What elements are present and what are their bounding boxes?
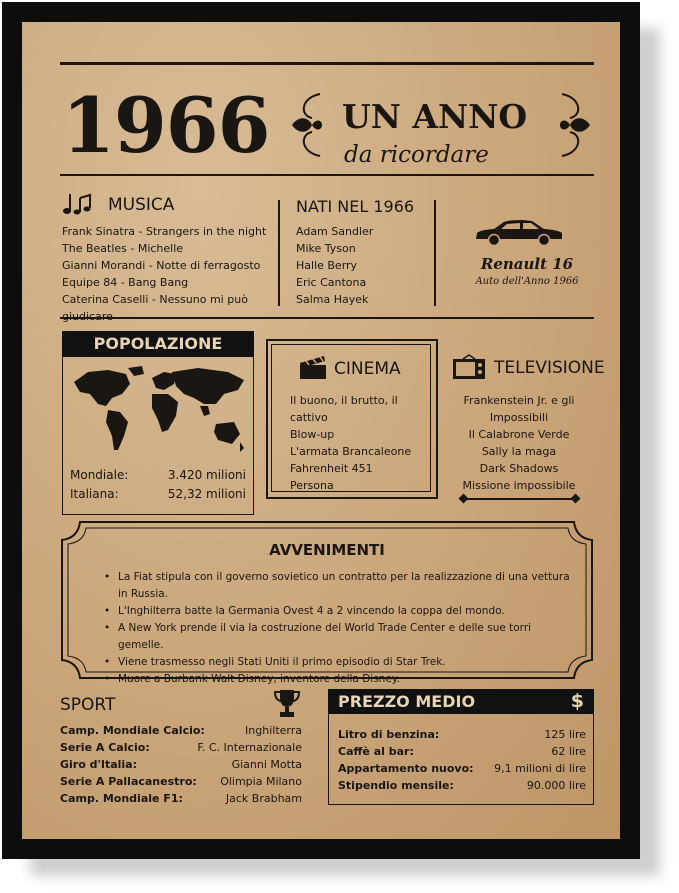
row-label: Appartamento nuovo:: [338, 762, 474, 775]
row-value: 52,32 milioni: [167, 487, 246, 501]
list-item: Dark Shadows: [479, 462, 559, 475]
televisione-list: [442, 392, 596, 494]
row-label: Italiana:: [70, 487, 119, 501]
year-title: 1966: [62, 81, 270, 170]
prezzo-row: [338, 777, 586, 794]
row-label: Camp. Mondiale Calcio:: [60, 724, 205, 737]
prezzo-row: [338, 726, 586, 743]
list-item: Eric Cantona: [296, 276, 367, 289]
list-item: • L'Inghilterra batte la Germania Ovest 4 a 2 vincendo la coppa del mondo.: [104, 603, 574, 620]
poster-frame: [2, 2, 640, 859]
list-item: L'armata Brancaleone: [290, 445, 412, 458]
divider: [434, 200, 436, 306]
diamond-ornament: [459, 494, 469, 504]
list-item: Persona: [290, 479, 334, 492]
header-bottom-rule: [60, 174, 594, 176]
cinema-list: [290, 392, 430, 494]
section-rule: [60, 317, 594, 319]
row-label: Caffè al bar:: [338, 745, 414, 758]
row-label: Serie A Pallacanestro:: [60, 775, 197, 788]
prezzo-row: [338, 760, 586, 777]
row-label: Giro d'Italia:: [60, 758, 137, 771]
tv-underline: [464, 498, 574, 500]
row-value: 62 lire: [551, 745, 586, 758]
list-item: Blow-up: [290, 428, 335, 441]
list-item: Salma Hayek: [296, 293, 369, 306]
avvenimenti-title: AVVENIMENTI: [269, 541, 385, 559]
tv-icon: [452, 353, 486, 381]
sport-row: [60, 739, 302, 756]
list-item: Sally la maga: [481, 445, 557, 458]
prezzo-table: [338, 726, 586, 794]
car-name: Renault 16: [480, 255, 574, 273]
row-label: Serie A Calcio:: [60, 741, 150, 754]
list-item: Adam Sandler: [296, 225, 374, 238]
row-label: Stipendio mensile:: [338, 779, 454, 792]
trophy-icon: [274, 688, 300, 718]
sport-row: [60, 790, 302, 807]
list-item: The Beatles - Michelle: [62, 242, 184, 255]
car-icon: [474, 219, 564, 247]
list-item: Fahrenheit 451: [290, 462, 373, 475]
popolazione-title: POPOLAZIONE: [62, 331, 254, 357]
avvenimenti-list: [104, 569, 574, 688]
nati-title: NATI NEL 1966: [296, 197, 415, 216]
row-value: 3.420 milioni: [167, 468, 246, 482]
list-item: • Viene trasmesso negli Stati Uniti il primo episodio di Star Trek.: [104, 654, 574, 671]
row-value: Jack Brabham: [225, 792, 302, 805]
list-item: Halle Berry: [296, 259, 358, 272]
list-item: Il buono, il brutto, il cattivo: [290, 394, 398, 424]
clapperboard-icon: [298, 354, 328, 380]
top-rule: [60, 62, 594, 65]
title-line2: da ricordare: [344, 142, 489, 168]
list-item: Frankenstein Jr. e gli Impossibili: [463, 394, 575, 424]
musica-list: [62, 223, 274, 325]
prezzo-title: PREZZO MEDIO: [338, 692, 476, 711]
car-caption: Auto dell'Anno 1966: [475, 276, 579, 287]
row-value: 9,1 milioni di lire: [494, 762, 586, 775]
sport-row: [60, 773, 302, 790]
row-value: Gianni Motta: [231, 758, 302, 771]
sport-row: [60, 756, 302, 773]
music-notes-icon: [62, 192, 92, 218]
poster-paper: [22, 22, 620, 839]
televisione-title: TELEVISIONE: [494, 358, 605, 378]
row-value: Olimpia Milano: [220, 775, 302, 788]
list-item: Frank Sinatra - Strangers in the night: [62, 225, 267, 238]
cinema-title: CINEMA: [334, 359, 401, 379]
row-label: Camp. Mondiale F1:: [60, 792, 183, 805]
list-item: • Muore a Burbank Walt Disney, inventore della Disney.: [104, 671, 574, 688]
flourish-left-icon: [290, 92, 324, 158]
title-line1: UN ANNO: [342, 97, 528, 136]
sport-title: SPORT: [60, 695, 116, 715]
list-item: Mike Tyson: [296, 242, 356, 255]
diamond-ornament: [571, 494, 581, 504]
list-item: Gianni Morandi - Notte di ferragosto: [62, 259, 261, 272]
row-value: 90.000 lire: [526, 779, 586, 792]
prezzo-row: [338, 743, 586, 760]
dollar-icon: $: [570, 690, 584, 712]
list-item: Missione impossibile: [462, 479, 576, 492]
list-item: Il Calabrone Verde: [468, 428, 570, 441]
sport-row: [60, 722, 302, 739]
row-value: F. C. Internazionale: [197, 741, 302, 754]
list-item: Equipe 84 - Bang Bang: [62, 276, 189, 289]
sport-table: [60, 722, 302, 807]
musica-title: MUSICA: [108, 195, 175, 215]
row-label: Mondiale:: [70, 468, 129, 482]
nati-list: [296, 223, 426, 308]
popolazione-row: [70, 467, 246, 484]
flourish-right-icon: [558, 92, 592, 158]
row-value: Inghilterra: [245, 724, 302, 737]
row-value: 125 lire: [544, 728, 586, 741]
list-item: • A New York prende il via la costruzione del World Trade Center e delle sue torri gemelle.: [104, 620, 574, 654]
row-label: Litro di benzina:: [338, 728, 440, 741]
divider: [278, 200, 280, 306]
popolazione-row: [70, 486, 246, 503]
world-map-icon: [68, 364, 248, 456]
list-item: • La Fiat stipula con il governo sovietico un contratto per la realizzazione di una vettura in Russia.: [104, 569, 574, 603]
list-item: Caterina Caselli - Nessuno mi può: [62, 293, 248, 306]
prezzo-header: [328, 689, 594, 714]
